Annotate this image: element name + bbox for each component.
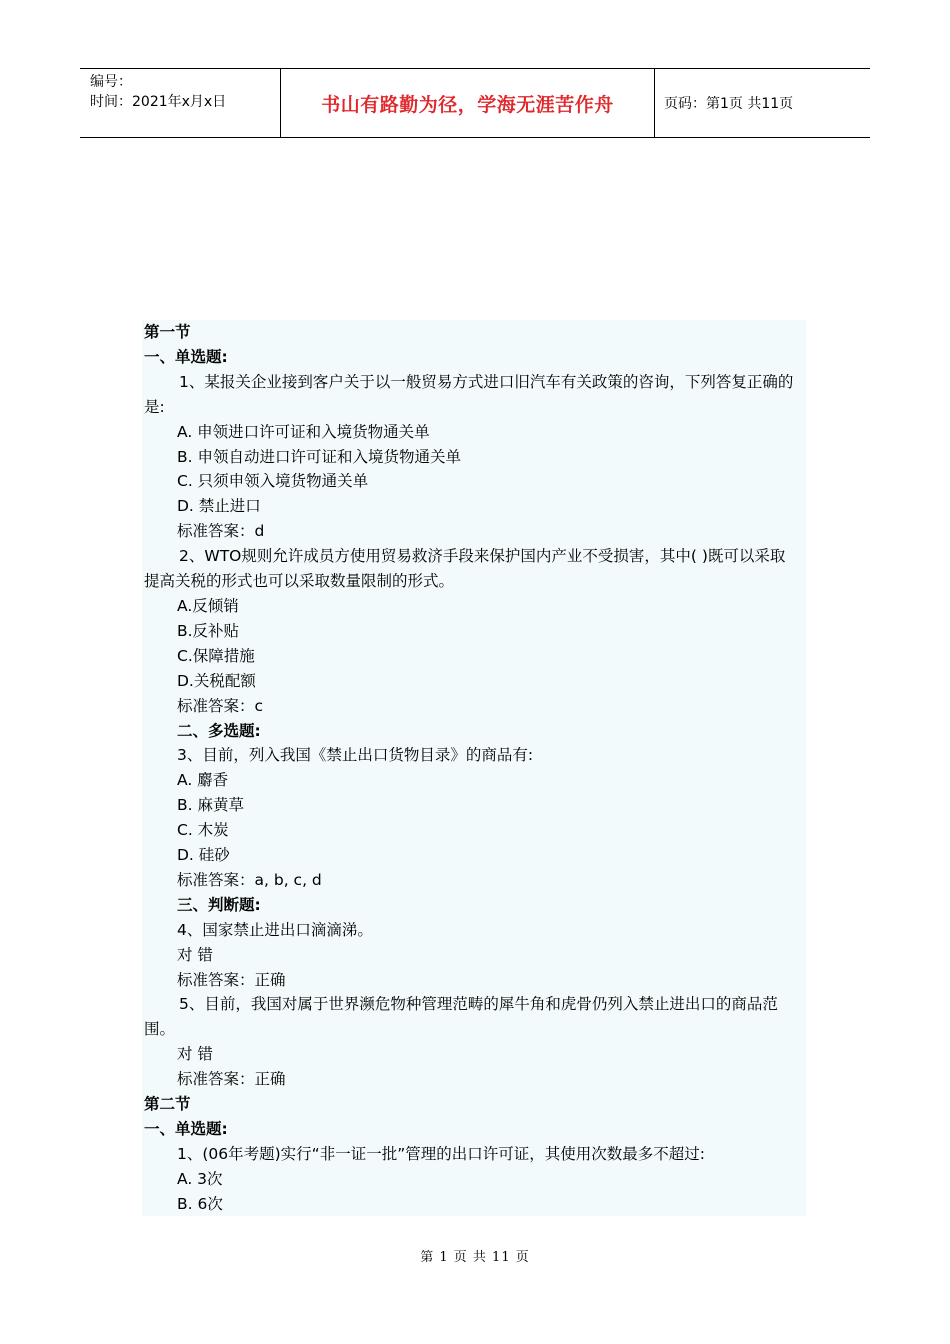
document-body <box>142 320 806 1216</box>
section-2-question-1-text: 1、(06年考题)实行“非一证一批”管理的出口许可证，其使用次数最多不超过: <box>177 1144 705 1163</box>
question-2-option-b: B.反补贴 <box>177 621 240 640</box>
section-2-single-choice-heading: 一、单选题: <box>144 1120 228 1138</box>
section-2-title: 第二节 <box>144 1095 191 1114</box>
question-1-option-b: B. 申领自动进口许可证和入境货物通关单 <box>177 447 461 466</box>
question-3-text: 3、目前，列入我国《禁止出口货物目录》的商品有: <box>177 746 534 765</box>
document-time-label: 时间：2021年x月x日 <box>90 94 227 110</box>
question-3-option-d: D. 硅砂 <box>177 846 230 865</box>
question-5-answer: 标准答案：正确 <box>177 1070 286 1089</box>
question-1-option-c: C. 只须申领入境货物通关单 <box>177 472 369 491</box>
question-4-answer: 标准答案：正确 <box>177 970 286 989</box>
question-5-options: 对 错 <box>177 1045 213 1064</box>
header-motto: 书山有路勤为径，学海无涯苦作舟 <box>281 69 655 137</box>
question-2-text: 2、WTO规则允许成员方使用贸易救济手段来保护国内产业不受损害，其中( )既可以采取提高关税的形式也可以采取数量限制的形式。 <box>144 547 786 591</box>
header-page-info: 页码：第1页 共11页 <box>664 96 794 112</box>
question-1-option-d: D. 禁止进口 <box>177 497 261 516</box>
question-2-option-c: C.保障措施 <box>177 646 255 665</box>
question-1-answer: 标准答案：d <box>177 522 265 541</box>
question-1-text: 1、某报关企业接到客户关于以一般贸易方式进口旧汽车有关政策的咨询，下列答复正确的是: <box>144 372 794 416</box>
section-1-single-choice-heading: 一、单选题: <box>144 347 228 366</box>
header-meta <box>80 69 281 137</box>
question-4-text: 4、国家禁止进出口滴滴涕。 <box>177 920 373 939</box>
question-2-answer: 标准答案：c <box>177 696 264 715</box>
question-3-answer: 标准答案：a, b, c, d <box>177 870 322 889</box>
question-5-text: 5、目前，我国对属于世界濒危物种管理范畴的犀牛角和虎骨仍列入禁止进出口的商品范围。 <box>144 995 778 1039</box>
question-1-option-a: A. 申领进口许可证和入境货物通关单 <box>177 422 430 441</box>
document-number-label: 编号： <box>90 74 132 90</box>
section-2-question-1-option-b: B. 6次 <box>177 1194 223 1213</box>
page-footer: 第 1 页 共 11 页 <box>420 1250 530 1265</box>
question-3-option-b: B. 麻黄草 <box>177 796 244 815</box>
section-1-multiple-choice-heading: 二、多选题: <box>177 721 261 740</box>
question-3-option-a: A. 麝香 <box>177 771 229 790</box>
question-3-option-c: C. 木炭 <box>177 821 229 840</box>
document-header <box>80 68 870 138</box>
section-1-true-false-heading: 三、判断题: <box>177 895 261 914</box>
question-2-option-d: D.关税配额 <box>177 671 256 690</box>
question-4-options: 对 错 <box>177 945 213 964</box>
section-1-title: 第一节 <box>144 323 191 341</box>
section-2-question-1-option-a: A. 3次 <box>177 1169 223 1188</box>
question-2-option-a: A.反倾销 <box>177 596 239 615</box>
